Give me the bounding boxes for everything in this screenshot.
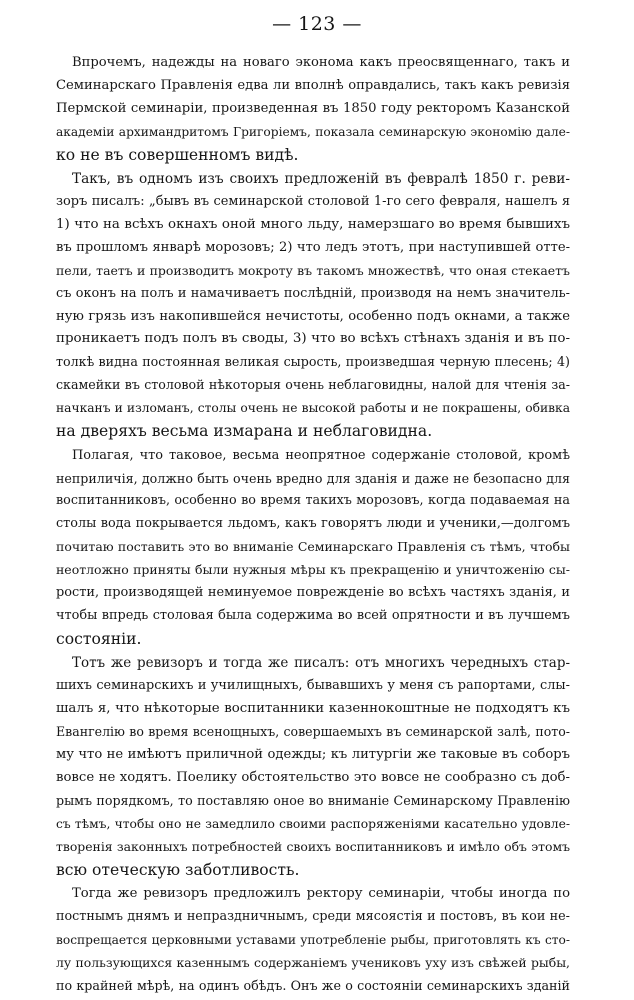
text-line: воспитанниковъ, особенно во время такихъ морозовъ, когда подаваемая на	[56, 493, 570, 509]
text-line: чтобы впредь столовая была содержима во всей опрятности и въ лучшемъ	[56, 607, 570, 623]
text-line: рымъ порядкомъ, то поставляю оное во вниманіе Семинарскому Правленію	[56, 792, 570, 808]
text-line: шихъ семинарскихъ и училищныхъ, бывавшихъ у меня съ рапортами, слы-	[56, 678, 570, 694]
text-line: толкѣ видна постоянная великая сырость, произведшая черную плесень; 4)	[56, 354, 570, 370]
text-line: Тотъ же ревизоръ и тогда же писалъ: отъ многихъ чередныхъ стар-	[72, 655, 570, 672]
text-line: 1) что на всѣхъ окнахъ оной много льду, намерзшаго во время бывшихъ	[56, 216, 570, 232]
text-line: скамейки въ столовой нѣкоторыя очень неблаговидны, налой для чтенія за-	[56, 377, 570, 393]
text-line: въ прошломъ январѣ морозовъ; 2) что ледъ этотъ, при наступившей отте-	[56, 239, 570, 255]
text-line: неотложно приняты были нужныя мѣры къ прекращенію и уничтоженію сы-	[56, 562, 570, 578]
text-line: постнымъ днямъ и непраздничнымъ, среди мясоястія и постовъ, въ кои не-	[56, 908, 570, 924]
text-line: по крайней мѣрѣ, на одинъ обѣдъ. Онъ же о состояніи семинарскихъ зданій	[56, 977, 570, 993]
text-line: Тогда же ревизоръ предложилъ ректору семинаріи, чтобы иногда по	[72, 886, 570, 901]
text-line: Такъ, въ одномъ изъ своихъ предложеній въ февралѣ 1850 г. реви-	[72, 171, 570, 188]
text-line: Семинарскаго Правленія едва ли вполнѣ оправдались, такъ какъ ревизія	[56, 77, 570, 93]
text-line: вовсе не ходятъ. Поелику обстоятельство это вовсе не сообразно съ доб-	[56, 769, 570, 785]
text-line: проникаетъ подъ полъ въ своды, 3) что во всѣхъ стѣнахъ зданія и въ по-	[56, 331, 570, 347]
text-line: творенія законныхъ потребностей своихъ воспитанниковъ и имѣло объ этомъ	[56, 838, 570, 854]
text-line: зоръ писалъ: „бывъ въ семинарской столовой 1-го сего февраля, нашелъ я	[56, 194, 570, 210]
paragraph	[56, 52, 570, 167]
text-line: состояніи.	[56, 629, 142, 648]
text-line: начканъ и изломанъ, столы очень не высокой работы и не покрашены, обивка	[56, 401, 570, 416]
text-line: рости, производящей неминуемое поврежденіе во всѣхъ частяхъ зданія, и	[56, 585, 570, 601]
text-line: воспрещается церковными уставами употребленіе рыбы, приготовлять къ сто-	[56, 932, 570, 947]
text-line: пели, таетъ и производитъ мокроту въ такомъ множествѣ, что оная стекаетъ	[56, 262, 570, 278]
text-line: Евангелію во время всенощныхъ, совершаемыхъ въ семинарской залѣ, пото-	[56, 724, 570, 740]
text-line: почитаю поставить это во вниманіе Семинарскаго Правленія съ тѣмъ, чтобы	[56, 539, 570, 555]
text-line: му что не имѣютъ приличной одежды; къ литургіи же таковые въ соборъ	[56, 746, 570, 762]
paragraph	[56, 168, 570, 443]
text-line: лу пользующихся казеннымъ содержаніемъ учениковъ уху изъ свѣжей рыбы,	[56, 954, 570, 970]
text-line: всю отеческую заботливость.	[56, 860, 300, 879]
text-line: на дверяхъ весьма измарана и неблаговидна.	[56, 422, 433, 441]
paragraph	[56, 652, 570, 881]
page-number: — 123 —	[272, 13, 362, 35]
text-line: неприличія, должно быть очень вредно для зданія и даже не безопасно для	[56, 470, 570, 486]
paragraph	[56, 883, 570, 998]
paragraph	[56, 445, 570, 651]
text-line: столы вода покрывается льдомъ, какъ говорятъ люди и ученики,—долгомъ	[56, 516, 570, 532]
text-line: ную грязь изъ накопившейся нечистоты, особенно подъ окнами, а также	[56, 308, 570, 324]
text-line: Впрочемъ, надежды на новаго эконома какъ преосвященнаго, такъ и	[72, 55, 570, 70]
text-line: Пермской семинаріи, произведенная въ 1850 году ректоромъ Казанской	[56, 100, 570, 116]
text-line: Полагая, что таковое, весьма неопрятное содержаніе столовой, кромѣ	[72, 447, 570, 463]
text-line: съ оконъ на полъ и намачиваетъ послѣдній, производя на немъ значитель-	[56, 285, 570, 301]
body-text	[56, 52, 570, 999]
text-line: ко не въ совершенномъ видѣ.	[56, 145, 299, 164]
text-line: академіи архимандритомъ Григоріемъ, показала семинарскую экономію дале-	[56, 124, 570, 139]
text-line: съ тѣмъ, чтобы оно не замедлило своими распоряженіями касательно удовле-	[56, 816, 570, 831]
text-line: шалъ я, что нѣкоторые воспитанники казеннокоштные не подходятъ къ	[56, 701, 570, 717]
